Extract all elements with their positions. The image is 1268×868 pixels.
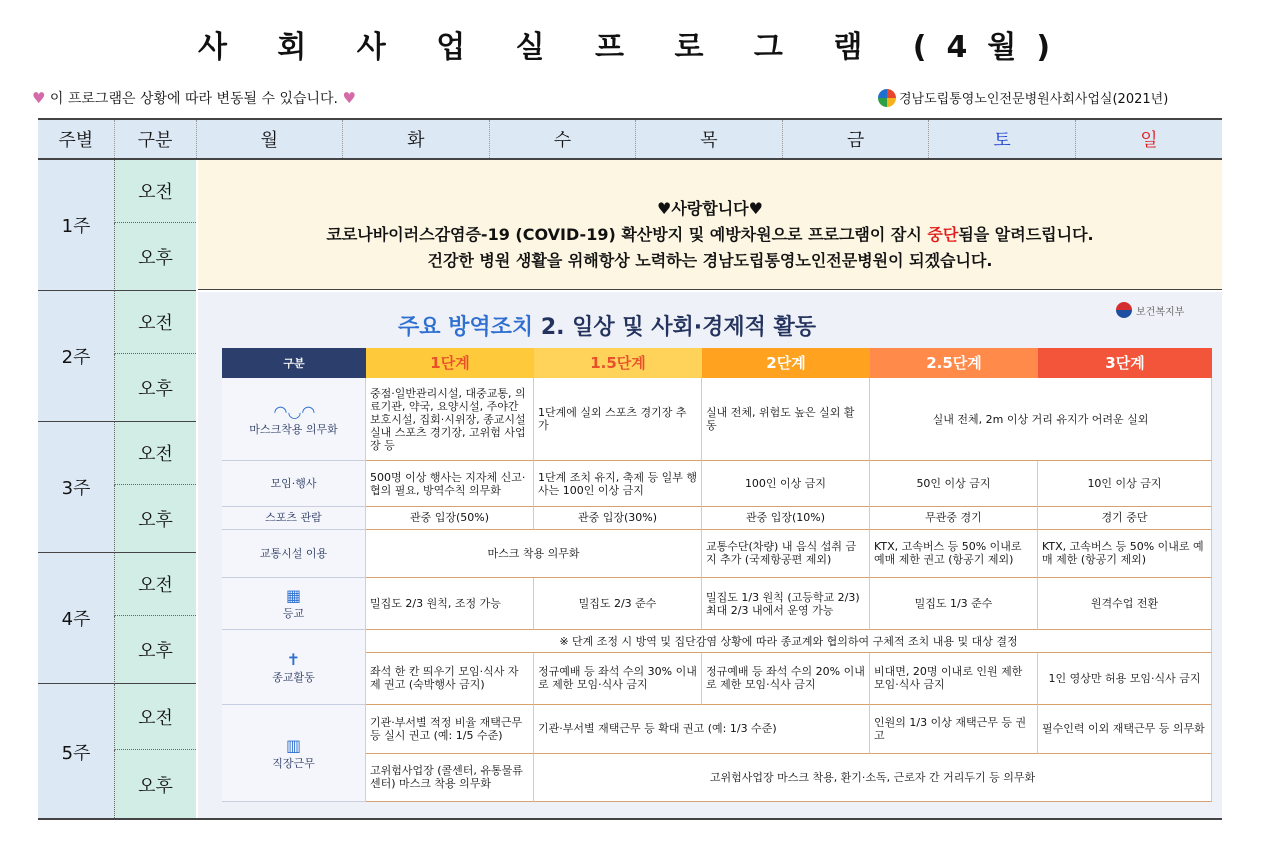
religion-level-3: 1인 영상만 허용 모임·식사 금지 <box>1038 653 1212 705</box>
row-label-sports: 스포츠 관람 <box>222 507 366 529</box>
transit-level-2: 교통수단(차량) 내 음식 섭취 금지 추가 (국제항공편 제외) <box>702 530 870 578</box>
poster-title-a: 주요 방역조치 <box>398 315 534 340</box>
row-label-text: 종교활동 <box>272 670 315 684</box>
slot-am: 오전 <box>114 422 196 485</box>
religion-note: ※ 단계 조정 시 방역 및 집단감염 상황에 따라 종교계와 협의하여 구체적 조치 내용 및 대상 결정 <box>366 630 1212 652</box>
poster-title-b: 2. 일상 및 사회·경제적 활동 <box>533 315 817 340</box>
header-tue: 화 <box>343 119 490 159</box>
school-icon: ▦ <box>285 586 302 606</box>
mask-level-2-5-3: 실내 전체, 2m 이상 거리 유지가 어려운 실외 <box>870 378 1212 461</box>
heart-icon: ♥ <box>32 89 46 107</box>
slot-pm: 오후 <box>114 223 196 291</box>
slot-pm: 오후 <box>114 750 196 820</box>
school-level-2-5: 밀집도 1/3 준수 <box>870 578 1038 630</box>
level-2: 2단계 <box>702 348 870 378</box>
organization-name: 경남도립통영노인전문병원사회사업실(2021년) <box>899 92 1169 107</box>
organization <box>878 88 1168 107</box>
week-4: 4주 <box>38 553 114 684</box>
event-level-1-5: 1단계 조치 유지, 축제 등 일부 행사는 100인 이상 금지 <box>534 461 702 507</box>
sports-level-2-5: 무관중 경기 <box>870 507 1038 529</box>
event-level-2-5: 50인 이상 금지 <box>870 461 1038 507</box>
slot-pm: 오후 <box>114 354 196 422</box>
ministry-logo <box>1116 302 1184 318</box>
school-level-1-5: 밀집도 2/3 준수 <box>534 578 702 630</box>
week-column <box>38 160 196 820</box>
message-line-2-a: 코로나바이러스감염증-19 (COVID-19) 확산방지 및 예방차원으로 프로그램이 잠시 <box>326 225 928 244</box>
transit-level-1-1-5: 마스크 착용 의무화 <box>366 530 702 578</box>
schedule-header <box>38 118 1222 160</box>
header-mon: 월 <box>196 119 343 159</box>
week-2: 2주 <box>38 291 114 422</box>
mask-icon: ◠◡◠ <box>273 401 316 421</box>
level-header-label: 구분 <box>222 348 366 378</box>
row-label-religion <box>222 630 366 705</box>
measures-table <box>222 348 1212 802</box>
row-label-transit: 교통시설 이용 <box>222 530 366 578</box>
school-level-3: 원격수업 전환 <box>1038 578 1212 630</box>
sports-level-1-5: 관중 입장(30%) <box>534 507 702 529</box>
work-level-1-5-2: 기관·부서별 재택근무 등 확대 권고 (예: 1/3 수준) <box>534 705 870 753</box>
header-sat: 토 <box>929 119 1076 159</box>
header-sun: 일 <box>1075 119 1222 159</box>
work-level-3: 필수인력 이외 재택근무 등 의무화 <box>1038 705 1212 753</box>
religion-level-1: 좌석 한 칸 띄우기 모임·식사 자제 권고 (숙박행사 금지) <box>366 653 534 705</box>
row-label-text: 마스크착용 의무화 <box>249 422 338 436</box>
sports-level-2: 관중 입장(10%) <box>702 507 870 529</box>
row-label-school <box>222 578 366 630</box>
message-highlight: 중단 <box>927 225 959 244</box>
header-fri: 금 <box>782 119 929 159</box>
school-level-2: 밀집도 1/3 원칙 (고등학교 2/3) 최대 2/3 내에서 운영 가능 <box>702 578 870 630</box>
notice <box>32 88 356 108</box>
week-3: 3주 <box>38 422 114 553</box>
slot-pm: 오후 <box>114 616 196 684</box>
religion-level-1-5: 정규예배 등 좌석 수의 30% 이내로 제한 모임·식사 금지 <box>534 653 702 705</box>
work-high-risk-level-1: 고위험사업장 (콜센터, 유통물류센터) 마스크 착용 의무화 <box>366 754 534 802</box>
row-label-text: 등교 <box>282 607 305 621</box>
level-1-5: 1.5단계 <box>534 348 702 378</box>
header-week: 주별 <box>38 119 114 159</box>
slot-am: 오전 <box>114 291 196 354</box>
slot-am: 오전 <box>114 684 196 750</box>
work-level-2-5: 인원의 1/3 이상 재택근무 등 권고 <box>870 705 1038 753</box>
poster-title <box>398 310 816 341</box>
office-building-icon: ▥ <box>285 735 302 755</box>
sports-level-1: 관중 입장(50%) <box>366 507 534 529</box>
event-level-1: 500명 이상 행사는 지자체 신고·협의 필요, 방역수칙 의무화 <box>366 461 534 507</box>
slot-pm: 오후 <box>114 485 196 553</box>
header-slot: 구분 <box>114 119 196 159</box>
page-title: 사 회 사 업 실 프 로 그 램 (4월) <box>197 30 1071 65</box>
covid-measures-poster <box>198 292 1222 818</box>
mask-level-1: 중점·일반관리시설, 대중교통, 의료기관, 약국, 요양시설, 주야간보호시설, 집회·시위장, 종교시설 실내 스포츠 경기장, 고위험 사업장 등 <box>366 378 534 461</box>
message-line-2 <box>198 222 1222 248</box>
heart-icon: ♥ <box>342 89 356 107</box>
hospital-logo-icon <box>878 89 896 107</box>
religion-level-2-5: 비대면, 20명 이내로 인원 제한 모임·식사 금지 <box>870 653 1038 705</box>
religion-level-2: 정규예배 등 좌석 수의 20% 이내로 제한 모임·식사 금지 <box>702 653 870 705</box>
message-line-3: 건강한 병원 생활을 위해항상 노력하는 경남도립통영노인전문병원이 되겠습니다. <box>427 251 993 270</box>
mask-level-1-5: 1단계에 실외 스포츠 경기장 추가 <box>534 378 702 461</box>
slot-am: 오전 <box>114 160 196 223</box>
row-label-work <box>222 705 366 802</box>
header-wed: 수 <box>489 119 636 159</box>
level-1: 1단계 <box>366 348 534 378</box>
week-5: 5주 <box>38 684 114 820</box>
work-level-1: 기관·부서별 적정 비율 재택근무 등 실시 권고 (예: 1/5 수준) <box>366 705 534 753</box>
sports-level-3: 경기 중단 <box>1038 507 1212 529</box>
header-thu: 목 <box>636 119 783 159</box>
church-icon: ✝ <box>286 649 301 669</box>
row-label-event: 모임·행사 <box>222 461 366 507</box>
row-label-mask <box>222 378 366 461</box>
notice-text: 이 프로그램은 상황에 따라 변동될 수 있습니다. <box>49 91 339 107</box>
row-label-text: 직장근무 <box>272 756 315 770</box>
event-level-3: 10인 이상 금지 <box>1038 461 1212 507</box>
work-high-risk-level-1-5-3: 고위험사업장 마스크 착용, 환기·소독, 근로자 간 거리두기 등 의무화 <box>534 754 1212 802</box>
message-line-1: ♥사랑합니다♥ <box>657 199 763 218</box>
school-level-1: 밀집도 2/3 원칙, 조정 가능 <box>366 578 534 630</box>
mask-level-2: 실내 전체, 위험도 높은 실외 활동 <box>702 378 870 461</box>
level-3: 3단계 <box>1038 348 1212 378</box>
transit-level-3: KTX, 고속버스 등 50% 이내로 예매 제한 (항공기 제외) <box>1038 530 1212 578</box>
slot-am: 오전 <box>114 553 196 616</box>
message-line-2-b: 됨을 알려드립니다. <box>958 225 1094 244</box>
level-2-5: 2.5단계 <box>870 348 1038 378</box>
ministry-name: 보건복지부 <box>1136 306 1185 318</box>
event-level-2: 100인 이상 금지 <box>702 461 870 507</box>
week-1: 1주 <box>38 160 114 291</box>
suspension-notice <box>198 160 1222 290</box>
taegeuk-icon <box>1116 302 1132 318</box>
transit-level-2-5: KTX, 고속버스 등 50% 이내로 예매 제한 권고 (항공기 제외) <box>870 530 1038 578</box>
bottom-rule <box>38 818 1222 820</box>
